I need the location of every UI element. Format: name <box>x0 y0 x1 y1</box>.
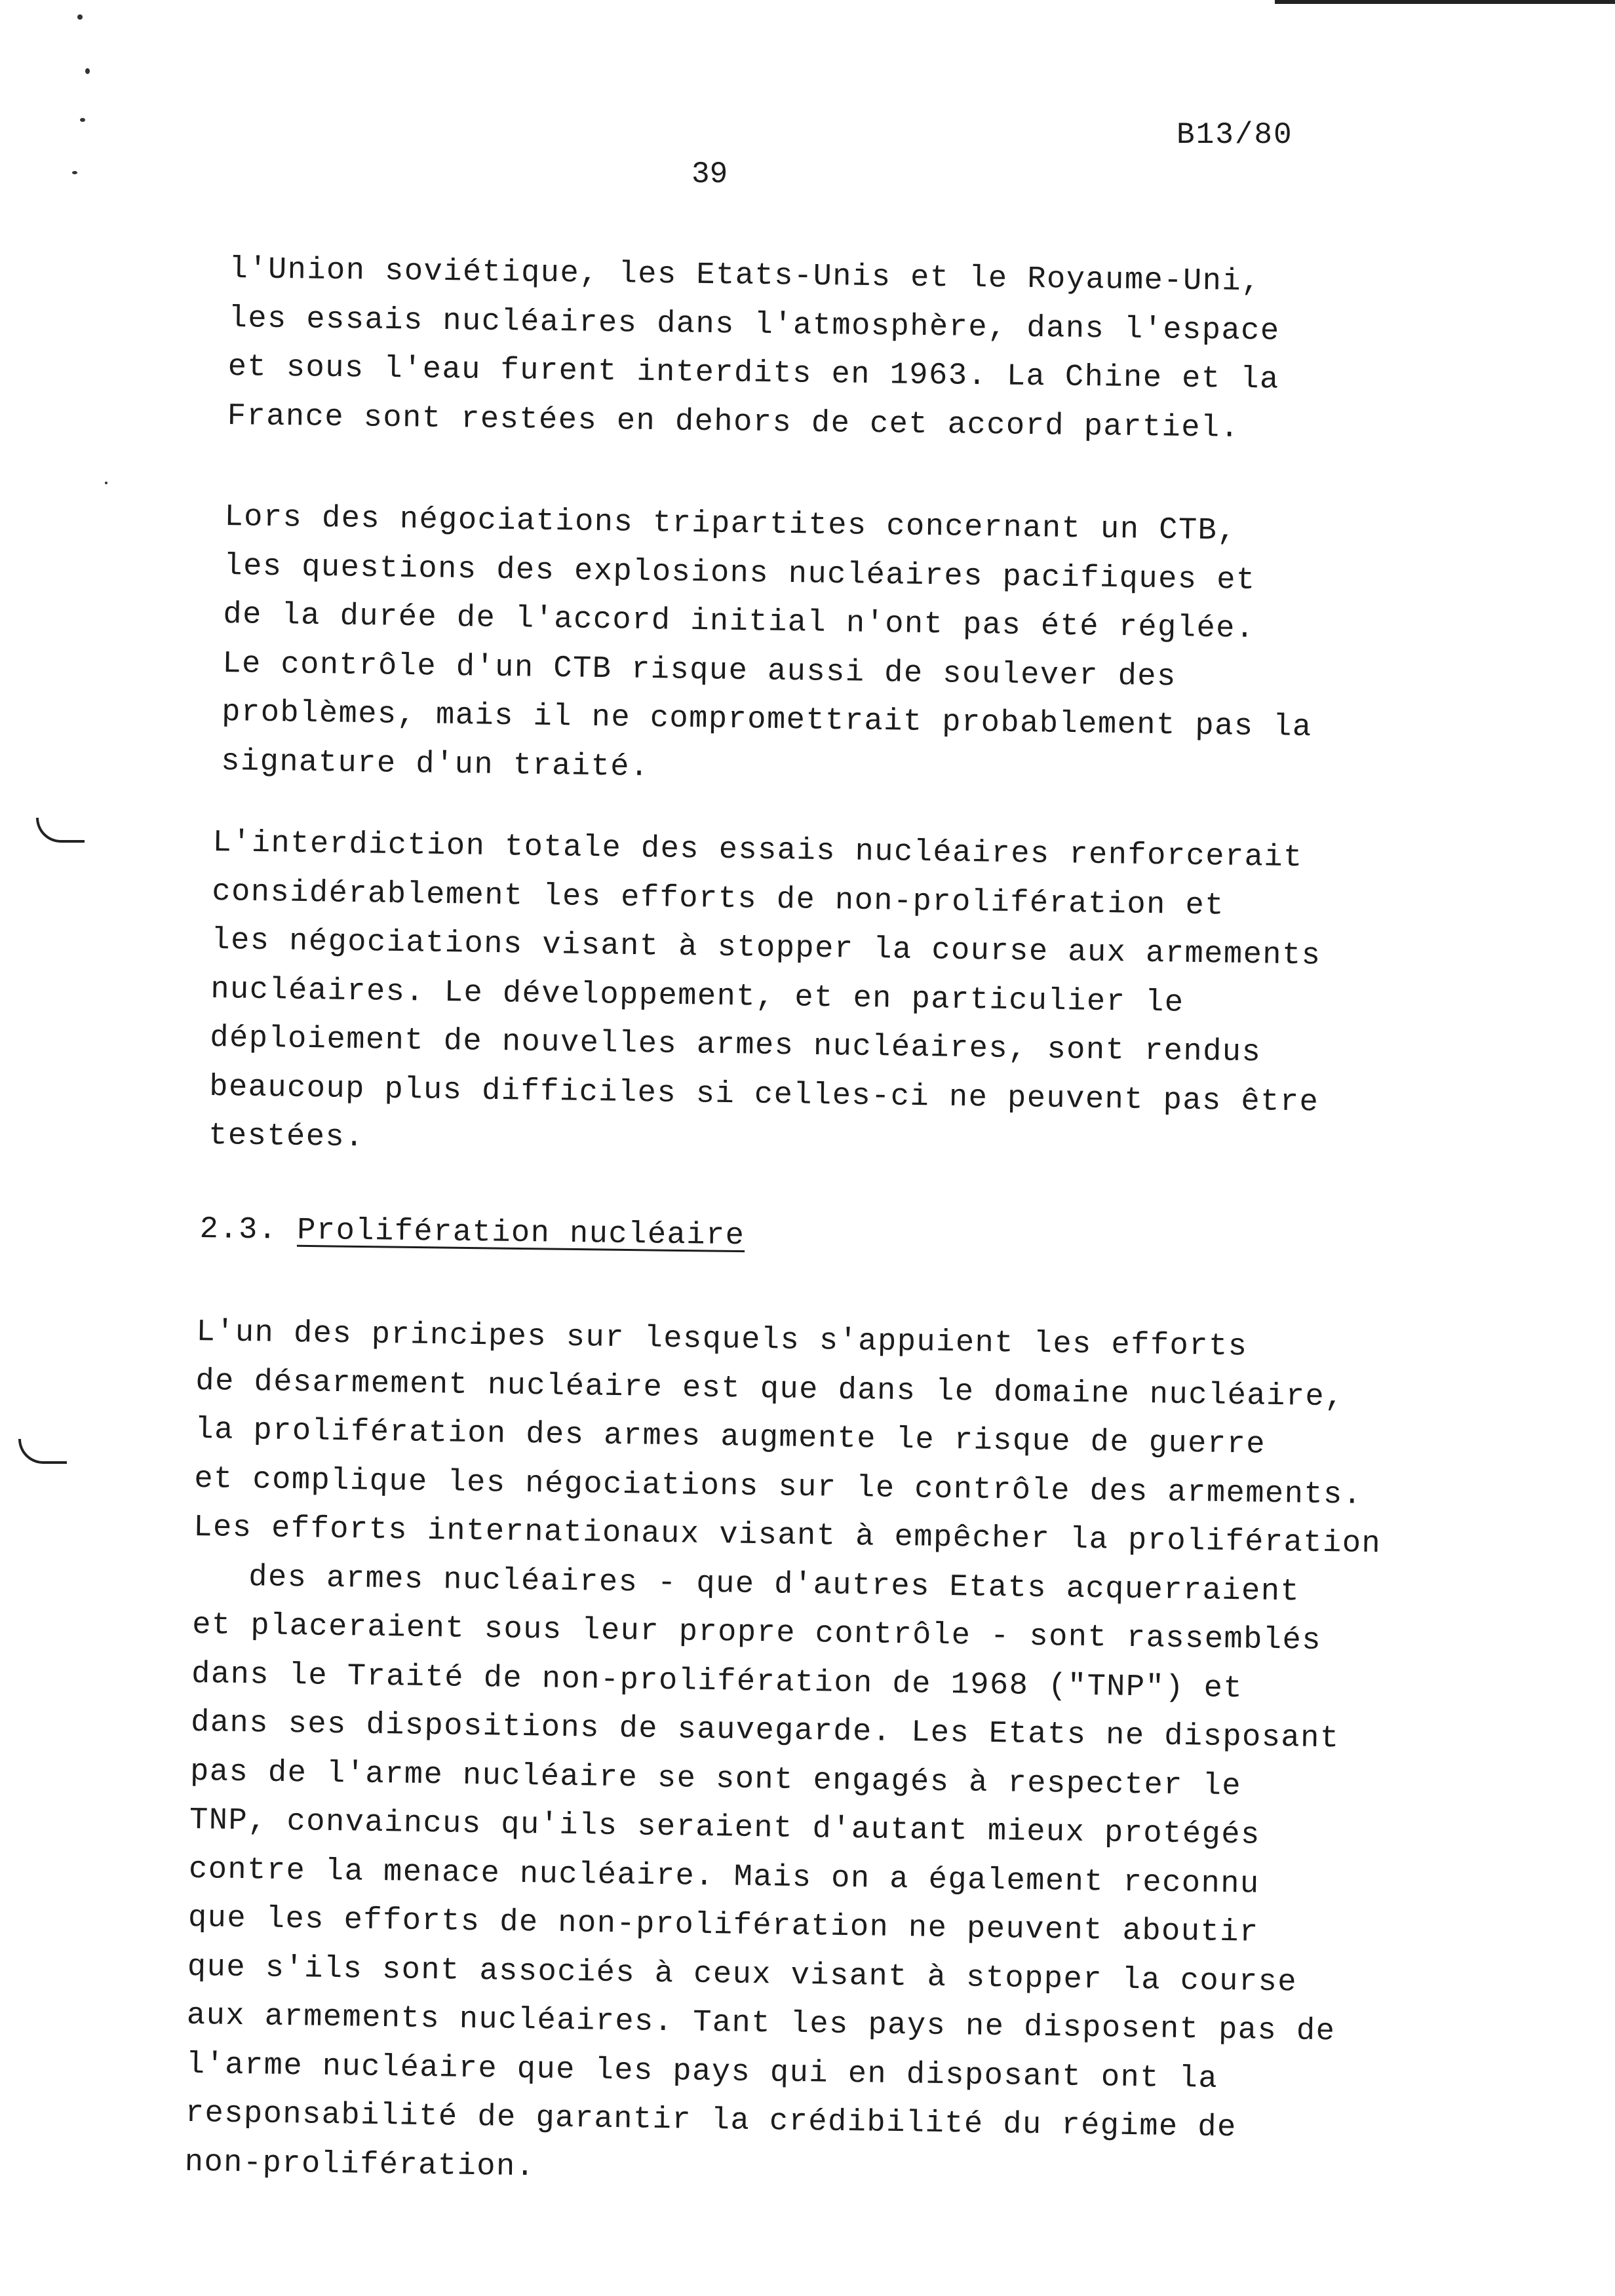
paragraph <box>227 246 1281 454</box>
text-line: testées. <box>208 1118 365 1156</box>
scan-speck <box>72 171 77 174</box>
text-line: TNP, convaincus qu'ils seraient d'autant mieux protégés <box>189 1803 1261 1853</box>
text-line: et complique les négociations sur le contrôle des armements. <box>193 1461 1363 1513</box>
text-line: de désarmement nucléaire est que dans le domaine nucléaire, <box>195 1364 1345 1415</box>
text-line: aux armements nucléaires. Tant les pays ne disposent pas de <box>186 1998 1336 2050</box>
text-line: que les efforts de non-prolifération ne peuvent aboutir <box>187 1900 1259 1951</box>
text-line: Les efforts internationaux visant à empêcher la prolifération <box>193 1510 1382 1562</box>
text-line: dans ses dispositions de sauvegarde. Les Etats ne disposant <box>190 1705 1340 1757</box>
text-line: déploiement de nouvelles armes nucléaires, sont rendus <box>209 1020 1262 1071</box>
text-line: la prolifération des armes augmente le risque de guerre <box>195 1412 1266 1463</box>
text-line: responsabilité de garantir la crédibilité du régime de <box>185 2095 1237 2146</box>
section-title: Prolifération nucléaire <box>296 1213 745 1254</box>
text-line: et placeraient sous leur propre contrôle - sont rassemblés <box>191 1607 1322 1659</box>
text-line: France sont restées en dehors de cet accord partiel. <box>227 398 1240 446</box>
text-line: des armes nucléaires - que d'autres Etats acquerraient <box>248 1559 1300 1610</box>
text-line: L'un des principes sur lesquels s'appuient les efforts <box>196 1314 1248 1365</box>
text-line: l'arme nucléaire que les pays qui en disposant ont la <box>185 2047 1218 2097</box>
text-line: pas de l'arme nucléaire se sont engagés à respecter le <box>189 1754 1242 1804</box>
section-number: 2.3. <box>199 1212 278 1248</box>
page-number: 39 <box>691 157 728 191</box>
text-line: les questions des explosions nucléaires pacifiques et <box>224 548 1256 598</box>
margin-bracket <box>36 818 85 843</box>
scan-speck <box>77 14 83 20</box>
document-reference: B13/80 <box>1177 118 1293 152</box>
text-line: les négociations visant à stopper la course aux armements <box>211 923 1321 974</box>
paragraph <box>221 493 1315 801</box>
text-line: Le contrôle d'un CTB risque aussi de soulever des <box>222 646 1177 695</box>
scan-speck <box>105 482 107 484</box>
scan-speck <box>85 68 90 74</box>
paragraph <box>208 819 1323 1176</box>
text-line: et sous l'eau furent interdits en 1963. La Chine et la <box>227 349 1280 398</box>
text-line: L'interdiction totale des essais nucléaires renforcerait <box>212 825 1304 876</box>
section-heading <box>199 1212 745 1253</box>
text-line: problèmes, mais il ne compromettrait probablement pas la <box>221 695 1313 746</box>
text-line: considérablement les efforts de non-prolifération et <box>212 874 1225 924</box>
text-line: non-prolifération. <box>184 2145 535 2185</box>
section-paragraph <box>184 1309 1384 2204</box>
text-line: beaucoup plus difficiles si celles-ci ne peuvent pas être <box>208 1069 1319 1120</box>
text-line: l'Union soviétique, les Etats-Unis et le Royaume-Uni, <box>229 252 1262 300</box>
scan-edge-line <box>1275 0 1615 4</box>
text-line: contre la menace nucléaire. Mais on a également reconnu <box>188 1852 1260 1902</box>
text-line: signature d'un traité. <box>220 744 650 785</box>
text-line: Lors des négociations tripartites concernant un CTB, <box>224 499 1237 549</box>
margin-bracket <box>18 1439 67 1464</box>
text-line: nucléaires. Le développement, et en particulier le <box>210 972 1184 1021</box>
text-line: de la durée de l'accord initial n'ont pas été réglée. <box>223 597 1255 647</box>
text-line: que s'ils sont associés à ceux visant à stopper la course <box>187 1949 1298 2000</box>
scan-speck <box>80 118 85 122</box>
text-line: dans le Traité de non-prolifération de 1968 ("TNP") et <box>191 1656 1243 1706</box>
text-line: les essais nucléaires dans l'atmosphère, dans l'espace <box>228 301 1280 349</box>
